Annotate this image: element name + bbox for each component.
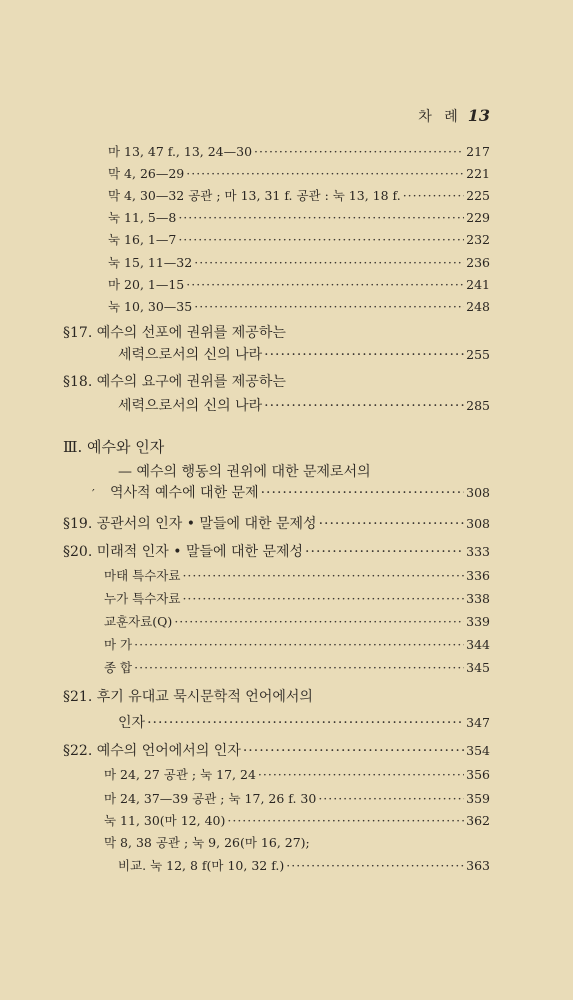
- entry-text: §22. 예수의 언어에서의 인자: [63, 743, 241, 759]
- toc-entry[interactable]: [108, 207, 490, 229]
- entry-page: 241: [466, 277, 490, 292]
- leader-dots: [305, 541, 464, 563]
- entry-text: 눅 15, 11—32: [108, 255, 193, 270]
- leader-dots: [134, 657, 464, 679]
- entry-text: §19. 공관서의 인자 • 말들에 대한 문제성: [63, 516, 317, 532]
- leader-dots: [261, 482, 465, 504]
- toc-entry[interactable]: [108, 141, 490, 163]
- entry-text: 세력으로서의 신의 나라: [118, 398, 263, 414]
- entry-text: 마 13, 47 f., 13, 24—30: [108, 144, 253, 159]
- entry-text: 눅 11, 5—8: [108, 210, 177, 225]
- toc-entry[interactable]: [108, 185, 490, 207]
- toc-entry[interactable]: [108, 296, 490, 318]
- entry-page: 221: [466, 166, 490, 181]
- toc-entry[interactable]: [118, 344, 490, 366]
- toc-entry[interactable]: [63, 513, 490, 535]
- toc-entry[interactable]: [118, 855, 490, 877]
- toc-entry[interactable]: [104, 810, 490, 832]
- entry-text: 세력으로서의 신의 나라: [118, 347, 263, 363]
- entry-page: 333: [466, 544, 490, 559]
- leader-dots: [186, 274, 464, 296]
- entry-page: 255: [466, 347, 490, 362]
- section-18-title[interactable]: §18. 예수의 요구에 권위를 제공하는: [63, 374, 286, 390]
- toc-entry[interactable]: [108, 252, 490, 274]
- toc-entry[interactable]: [110, 482, 490, 504]
- entry-text: 비교. 눅 12, 8 f(마 10, 32 f.): [118, 858, 285, 873]
- leader-dots: [182, 588, 464, 610]
- toc-entry[interactable]: [104, 657, 490, 679]
- entry-page: 308: [466, 485, 490, 500]
- part-3-title[interactable]: Ⅲ. 예수와 인자: [63, 438, 165, 456]
- leader-dots: [178, 229, 464, 251]
- entry-page: 344: [466, 637, 490, 652]
- entry-page: 308: [466, 516, 490, 531]
- toc-entry[interactable]: [108, 229, 490, 251]
- entry-text: 눅 11, 30(마 12, 40): [104, 813, 226, 828]
- entry-page: 354: [466, 743, 490, 758]
- entry-text: 눅 10, 30—35: [108, 299, 193, 314]
- leader-dots: [403, 185, 464, 207]
- entry-page: 225: [466, 188, 490, 203]
- toc-entry[interactable]: [104, 588, 490, 610]
- stray-mark: ′: [92, 487, 95, 501]
- entry-page: 248: [466, 299, 490, 314]
- leader-dots: [264, 395, 464, 417]
- entry-page: 338: [466, 591, 490, 606]
- leader-dots: [286, 855, 464, 877]
- leader-dots: [319, 513, 465, 535]
- entry-text: 교훈자료(Q): [104, 614, 173, 629]
- leader-dots: [194, 252, 464, 274]
- entry-text: 역사적 예수에 대한 문제: [110, 485, 259, 501]
- section-21-title[interactable]: §21. 후기 유대교 묵시문학적 언어에서의: [63, 689, 313, 705]
- entry-page: 229: [466, 210, 490, 225]
- entry-page: 336: [466, 568, 490, 583]
- part-3-subtitle: — 예수의 행동의 권위에 대한 문제로서의: [118, 464, 371, 480]
- entry-text: 마 가: [104, 637, 133, 652]
- entry-page: 347: [466, 715, 490, 730]
- leader-dots: [178, 207, 464, 229]
- toc-entry[interactable]: [63, 541, 490, 563]
- toc-entry[interactable]: [104, 764, 490, 786]
- leader-dots: [258, 764, 464, 786]
- toc-entry[interactable]: [118, 395, 490, 417]
- toc-entry[interactable]: [104, 611, 490, 633]
- entry-text: 막 4, 26—29: [108, 166, 185, 181]
- entry-text: 종 합: [104, 660, 133, 675]
- entry-text: 누가 특수자료: [104, 591, 181, 606]
- section-17-title[interactable]: §17. 예수의 선포에 권위를 제공하는: [63, 325, 286, 341]
- leader-dots: [243, 740, 464, 762]
- toc-entry[interactable]: [104, 634, 490, 656]
- leader-dots: [194, 296, 464, 318]
- leader-dots: [147, 712, 464, 734]
- leader-dots: [254, 141, 464, 163]
- entry-text-line1[interactable]: 막 8, 38 공관 ; 눅 9, 26(마 16, 27);: [104, 835, 310, 850]
- entry-page: 285: [466, 398, 490, 413]
- page-header: [0, 106, 490, 126]
- leader-dots: [182, 565, 464, 587]
- entry-text: 마태 특수자료: [104, 568, 181, 583]
- entry-page: 232: [466, 232, 490, 247]
- entry-page: 236: [466, 255, 490, 270]
- entry-text: 마 24, 27 공관 ; 눅 17, 24: [104, 767, 256, 782]
- entry-text: 눅 16, 1—7: [108, 232, 177, 247]
- entry-text: 마 24, 37—39 공관 ; 눅 17, 26 f. 30: [104, 791, 317, 806]
- entry-page: 356: [466, 767, 490, 782]
- entry-text: 마 20, 1—15: [108, 277, 185, 292]
- toc-entry[interactable]: [104, 788, 490, 810]
- toc-entry[interactable]: [108, 274, 490, 296]
- entry-page: 363: [466, 858, 490, 873]
- leader-dots: [264, 344, 464, 366]
- header-label: 차 례: [418, 109, 462, 125]
- leader-dots: [318, 788, 464, 810]
- leader-dots: [134, 634, 464, 656]
- leader-dots: [174, 611, 464, 633]
- toc-entry[interactable]: [108, 163, 490, 185]
- header-page-number: 13: [467, 106, 490, 125]
- entry-text: §20. 미래적 인자 • 말들에 대한 문제성: [63, 544, 304, 560]
- entry-text: 막 4, 30—32 공관 ; 마 13, 31 f. 공관 : 눅 13, 18 f.: [108, 188, 401, 203]
- toc-entry[interactable]: [118, 712, 490, 734]
- entry-page: 339: [466, 614, 490, 629]
- entry-page: 217: [466, 144, 490, 159]
- entry-text: 인자: [118, 715, 146, 731]
- leader-dots: [186, 163, 464, 185]
- leader-dots: [227, 810, 464, 832]
- toc-entry[interactable]: [104, 565, 490, 587]
- entry-page: 345: [466, 660, 490, 675]
- entry-page: 359: [466, 791, 490, 806]
- entry-page: 362: [466, 813, 490, 828]
- toc-entry[interactable]: [63, 740, 490, 762]
